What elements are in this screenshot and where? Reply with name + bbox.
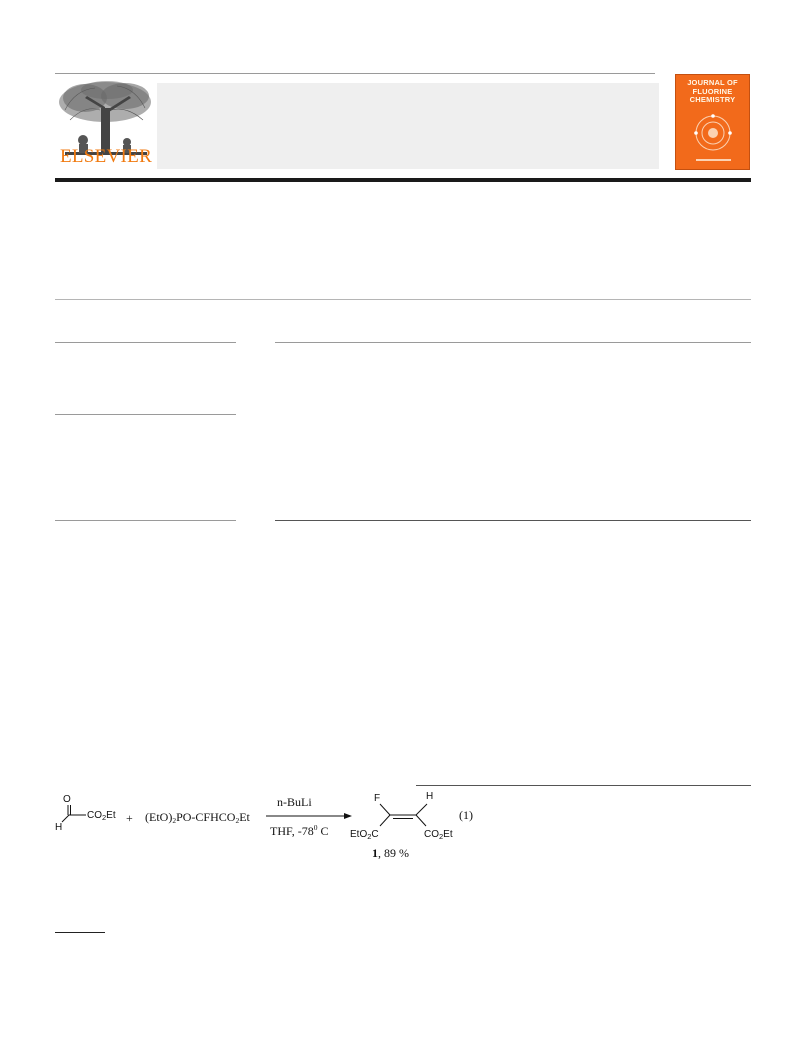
reagent-below-arrow: THF, $-78^0$ C	[270, 823, 329, 838]
journal-cover-emblem	[686, 113, 741, 153]
journal-cover-footer	[696, 159, 731, 161]
journal-cover	[675, 74, 750, 170]
header-thick-rule	[55, 178, 751, 182]
product-right-ester-label: $CO_2Et$	[424, 829, 453, 841]
product-caption: 1, 89 %	[372, 846, 409, 860]
aldehyde-ester-label: $CO_2Et$	[87, 810, 116, 822]
journal-cover-title: JOURNAL OF FLUORINE CHEMISTRY	[687, 78, 738, 104]
plus-sign: +	[126, 811, 133, 825]
equation-number: (1)	[459, 808, 473, 822]
aldehyde-oxygen-label: O	[63, 794, 71, 805]
reagent-above-arrow: n-BuLi	[277, 795, 312, 809]
reaction-arrow	[266, 812, 352, 820]
keywords-divider-rule	[55, 414, 236, 415]
abstract-bottom-rule	[275, 520, 751, 521]
footnote-rule	[55, 932, 105, 933]
product-fluorine-label: F	[374, 793, 381, 804]
header-banner	[157, 83, 659, 169]
scheme-side-rule	[416, 785, 751, 786]
phosphonate-reagent: $(EtO)_2PO-CFHCO_2Et$	[145, 810, 250, 825]
aldehyde-hydrogen-label: H	[55, 822, 63, 833]
publisher-name: ELSEVIER	[59, 146, 153, 167]
product-hydrogen-label: H	[426, 791, 434, 802]
article-info-bottom-rule	[55, 520, 236, 521]
product-left-ester-label: EtO$_2$C	[350, 829, 379, 841]
title-bottom-rule	[55, 299, 751, 300]
article-info-top-rule	[55, 342, 236, 343]
abstract-top-rule	[275, 342, 751, 343]
top-rule	[55, 73, 655, 74]
